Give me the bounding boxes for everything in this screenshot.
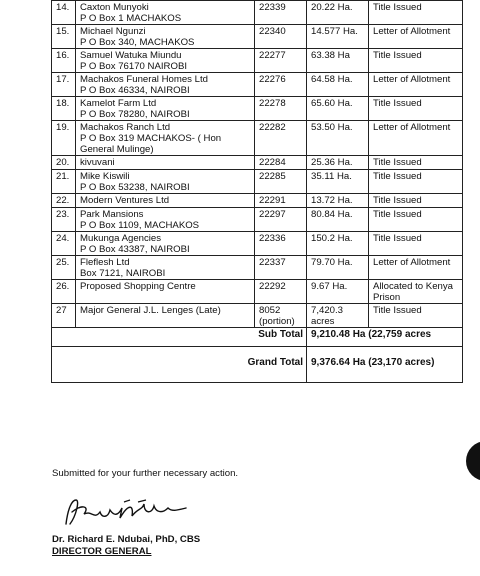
plot-number xyxy=(255,194,307,208)
holder-cell-line2: P O Box 340, MACHAKOS xyxy=(80,37,195,48)
holder-cell-line1: Samuel Watuka Miundu xyxy=(80,50,182,61)
row-number-line1: 22. xyxy=(56,195,70,206)
signature-image xyxy=(58,494,198,532)
status-cell xyxy=(369,256,463,280)
status-cell xyxy=(369,304,463,328)
table-row xyxy=(52,121,463,156)
area-cell-line1: 9.67 Ha. xyxy=(311,281,348,292)
status-cell-line1: Letter of Allotment xyxy=(373,257,451,268)
status-cell-line1: Allocated to Kenya xyxy=(373,281,454,292)
holder-cell xyxy=(76,25,255,49)
plot-number xyxy=(255,1,307,25)
plot-number-line1: 22285 xyxy=(259,171,286,182)
plot-number-line1: 8052 xyxy=(259,305,281,316)
table-row xyxy=(52,73,463,97)
holder-cell-line2: P O Box 43387, NAIROBI xyxy=(80,244,190,255)
plot-number-line1: 22336 xyxy=(259,233,286,244)
subtotal-value: 9,210.48 Ha (22,759 acres xyxy=(307,328,463,347)
holder-cell-line1: kivuvani xyxy=(80,157,115,168)
status-cell-line1: Letter of Allotment xyxy=(373,26,451,37)
row-number-line1: 19. xyxy=(56,122,70,133)
status-cell xyxy=(369,49,463,73)
status-cell xyxy=(369,121,463,156)
status-cell-line1: Letter of Allotment xyxy=(373,74,451,85)
row-number xyxy=(52,208,76,232)
holder-cell-line2: Box 7121, NAIROBI xyxy=(80,268,166,279)
table-row xyxy=(52,194,463,208)
row-number xyxy=(52,73,76,97)
plot-number xyxy=(255,97,307,121)
row-number-line1: 24. xyxy=(56,233,70,244)
holder-cell xyxy=(76,304,255,328)
table-row xyxy=(52,304,463,328)
row-number-line1: 17. xyxy=(56,74,70,85)
area-cell-line1: 63.38 Ha xyxy=(311,50,350,61)
status-cell-line1: Title Issued xyxy=(373,2,422,13)
area-cell-line1: 13.72 Ha. xyxy=(311,195,353,206)
plot-number-line1: 22340 xyxy=(259,26,286,37)
status-cell-line1: Title Issued xyxy=(373,98,422,109)
area-cell xyxy=(307,73,369,97)
holder-cell-line2: P O Box 319 MACHAKOS- ( Hon General Mulinge) xyxy=(80,133,222,155)
area-cell xyxy=(307,256,369,280)
area-cell-line1: 7,420.3 xyxy=(311,305,344,316)
plot-number xyxy=(255,73,307,97)
holder-cell-line1: Caxton Munyoki xyxy=(80,2,149,13)
holder-cell-line1: Modern Ventures Ltd xyxy=(80,195,170,206)
status-cell xyxy=(369,73,463,97)
holder-cell-line1: Kamelot Farm Ltd xyxy=(80,98,157,109)
plot-number-line1: 22282 xyxy=(259,122,286,133)
signer-name: Dr. Richard E. Ndubai, PhD, CBS xyxy=(52,534,201,545)
holder-cell xyxy=(76,170,255,194)
submission-note: Submitted for your further necessary action. xyxy=(52,468,239,479)
holder-cell-line1: Machakos Ranch Ltd xyxy=(80,122,171,133)
status-cell xyxy=(369,170,463,194)
area-cell xyxy=(307,49,369,73)
status-cell xyxy=(369,156,463,170)
table-row xyxy=(52,156,463,170)
area-cell-line1: 25.36 Ha. xyxy=(311,157,353,168)
row-number-line1: 15. xyxy=(56,26,70,37)
area-cell-line1: 150.2 Ha. xyxy=(311,233,353,244)
row-number-line1: 18. xyxy=(56,98,70,109)
subtotal-row xyxy=(52,328,463,347)
row-number xyxy=(52,25,76,49)
holder-cell xyxy=(76,73,255,97)
plot-number-line1: 22337 xyxy=(259,257,286,268)
area-cell-line1: 35.11 Ha. xyxy=(311,171,352,182)
status-cell-line1: Letter of Allotment xyxy=(373,122,451,133)
holder-cell xyxy=(76,49,255,73)
area-cell-line2: acres xyxy=(311,316,335,327)
row-number xyxy=(52,156,76,170)
plot-number-line1: 22276 xyxy=(259,74,286,85)
row-number xyxy=(52,194,76,208)
holder-cell xyxy=(76,208,255,232)
table-row xyxy=(52,49,463,73)
row-number-line1: 26. xyxy=(56,281,70,292)
table-body xyxy=(52,1,463,328)
plot-number xyxy=(255,25,307,49)
plot-number xyxy=(255,208,307,232)
area-cell-line1: 64.58 Ha. xyxy=(311,74,353,85)
row-number-line1: 23. xyxy=(56,209,70,220)
row-number xyxy=(52,49,76,73)
row-number xyxy=(52,280,76,304)
area-cell-line1: 79.70 Ha. xyxy=(311,257,353,268)
holder-cell xyxy=(76,194,255,208)
status-cell-line2: Prison xyxy=(373,292,401,303)
status-cell-line1: Title Issued xyxy=(373,209,422,220)
plot-number xyxy=(255,49,307,73)
row-number xyxy=(52,232,76,256)
holder-cell xyxy=(76,97,255,121)
row-number xyxy=(52,170,76,194)
status-cell xyxy=(369,232,463,256)
row-number-line1: 20. xyxy=(56,157,70,168)
status-cell-line1: Title Issued xyxy=(373,157,422,168)
plot-number-line1: 22291 xyxy=(259,195,286,206)
plot-number-line1: 22284 xyxy=(259,157,286,168)
holder-cell-line1: Park Mansions xyxy=(80,209,144,220)
holder-cell xyxy=(76,256,255,280)
row-number xyxy=(52,97,76,121)
plot-number-line1: 22292 xyxy=(259,281,286,292)
plot-number-line1: 22339 xyxy=(259,2,286,13)
area-cell xyxy=(307,280,369,304)
area-cell xyxy=(307,304,369,328)
subtotal-label: Sub Total xyxy=(52,328,307,347)
plot-number xyxy=(255,232,307,256)
plot-number xyxy=(255,256,307,280)
holder-cell-line1: Mike Kiswili xyxy=(80,171,130,182)
status-cell-line1: Title Issued xyxy=(373,233,422,244)
holder-cell-line1: Mukunga Agencies xyxy=(80,233,162,244)
plot-number-line1: 22297 xyxy=(259,209,286,220)
area-cell xyxy=(307,194,369,208)
status-cell xyxy=(369,97,463,121)
status-cell xyxy=(369,1,463,25)
holder-cell xyxy=(76,232,255,256)
status-cell-line1: Title Issued xyxy=(373,50,422,61)
area-cell xyxy=(307,1,369,25)
holder-cell xyxy=(76,156,255,170)
table-row xyxy=(52,1,463,25)
plot-number xyxy=(255,121,307,156)
area-cell xyxy=(307,170,369,194)
table-row xyxy=(52,208,463,232)
holder-cell-line1: Machakos Funeral Homes Ltd xyxy=(80,74,208,85)
area-cell-line1: 65.60 Ha. xyxy=(311,98,353,109)
holder-cell xyxy=(76,121,255,156)
row-number xyxy=(52,1,76,25)
holder-cell-line2: P O Box 46334, NAIROBI xyxy=(80,85,190,96)
row-number-line1: 25. xyxy=(56,257,70,268)
row-number xyxy=(52,121,76,156)
table-row xyxy=(52,280,463,304)
plot-number xyxy=(255,304,307,328)
area-cell-line1: 20.22 Ha. xyxy=(311,2,353,13)
land-allocation-table xyxy=(51,0,463,383)
area-cell-line1: 14.577 Ha. xyxy=(311,26,358,37)
area-cell xyxy=(307,208,369,232)
holder-cell-line2: P O Box 53238, NAIROBI xyxy=(80,182,190,193)
row-number xyxy=(52,256,76,280)
row-number-line1: 14. xyxy=(56,2,70,13)
row-number-line1: 21. xyxy=(56,171,70,182)
holder-cell xyxy=(76,1,255,25)
table-row xyxy=(52,232,463,256)
status-cell xyxy=(369,25,463,49)
area-cell xyxy=(307,25,369,49)
plot-number-line1: 22278 xyxy=(259,98,286,109)
holder-cell xyxy=(76,280,255,304)
status-cell-line1: Title Issued xyxy=(373,195,422,206)
holder-cell-line1: Fleflesh Ltd xyxy=(80,257,130,268)
holder-cell-line2: P O Box 1109, MACHAKOS xyxy=(80,220,200,231)
status-cell xyxy=(369,194,463,208)
row-number xyxy=(52,304,76,328)
holder-cell-line2: P O Box 78280, NAIROBI xyxy=(80,109,190,120)
status-cell-line1: Title Issued xyxy=(373,171,422,182)
grandtotal-row xyxy=(52,347,463,383)
area-cell-line1: 80.84 Ha. xyxy=(311,209,353,220)
area-cell xyxy=(307,232,369,256)
status-cell-line1: Title Issued xyxy=(373,305,422,316)
signer-title: DIRECTOR GENERAL xyxy=(52,546,152,557)
grandtotal-label: Grand Total xyxy=(52,347,307,383)
area-cell xyxy=(307,156,369,170)
status-cell xyxy=(369,208,463,232)
status-cell xyxy=(369,280,463,304)
holder-cell-line1: Proposed Shopping Centre xyxy=(80,281,196,292)
signer-block xyxy=(52,534,200,558)
row-number-line1: 16. xyxy=(56,50,70,61)
plot-number xyxy=(255,156,307,170)
plot-number-line2: (portion) xyxy=(259,316,295,327)
scan-artifact xyxy=(466,441,480,481)
table-row xyxy=(52,170,463,194)
table-row xyxy=(52,97,463,121)
table-row xyxy=(52,25,463,49)
plot-number xyxy=(255,280,307,304)
plot-number-line1: 22277 xyxy=(259,50,286,61)
grandtotal-value: 9,376.64 Ha (23,170 acres) xyxy=(307,347,463,383)
holder-cell-line1: Major General J.L. Lenges (Late) xyxy=(80,305,221,316)
holder-cell-line2: P O Box 1 MACHAKOS xyxy=(80,13,182,24)
plot-number xyxy=(255,170,307,194)
area-cell-line1: 53.50 Ha. xyxy=(311,122,353,133)
area-cell xyxy=(307,121,369,156)
row-number-line1: 27 xyxy=(56,305,67,316)
area-cell xyxy=(307,97,369,121)
table-row xyxy=(52,256,463,280)
holder-cell-line1: Michael Ngunzi xyxy=(80,26,146,37)
holder-cell-line2: P O Box 76170 NAIROBI xyxy=(80,61,188,72)
